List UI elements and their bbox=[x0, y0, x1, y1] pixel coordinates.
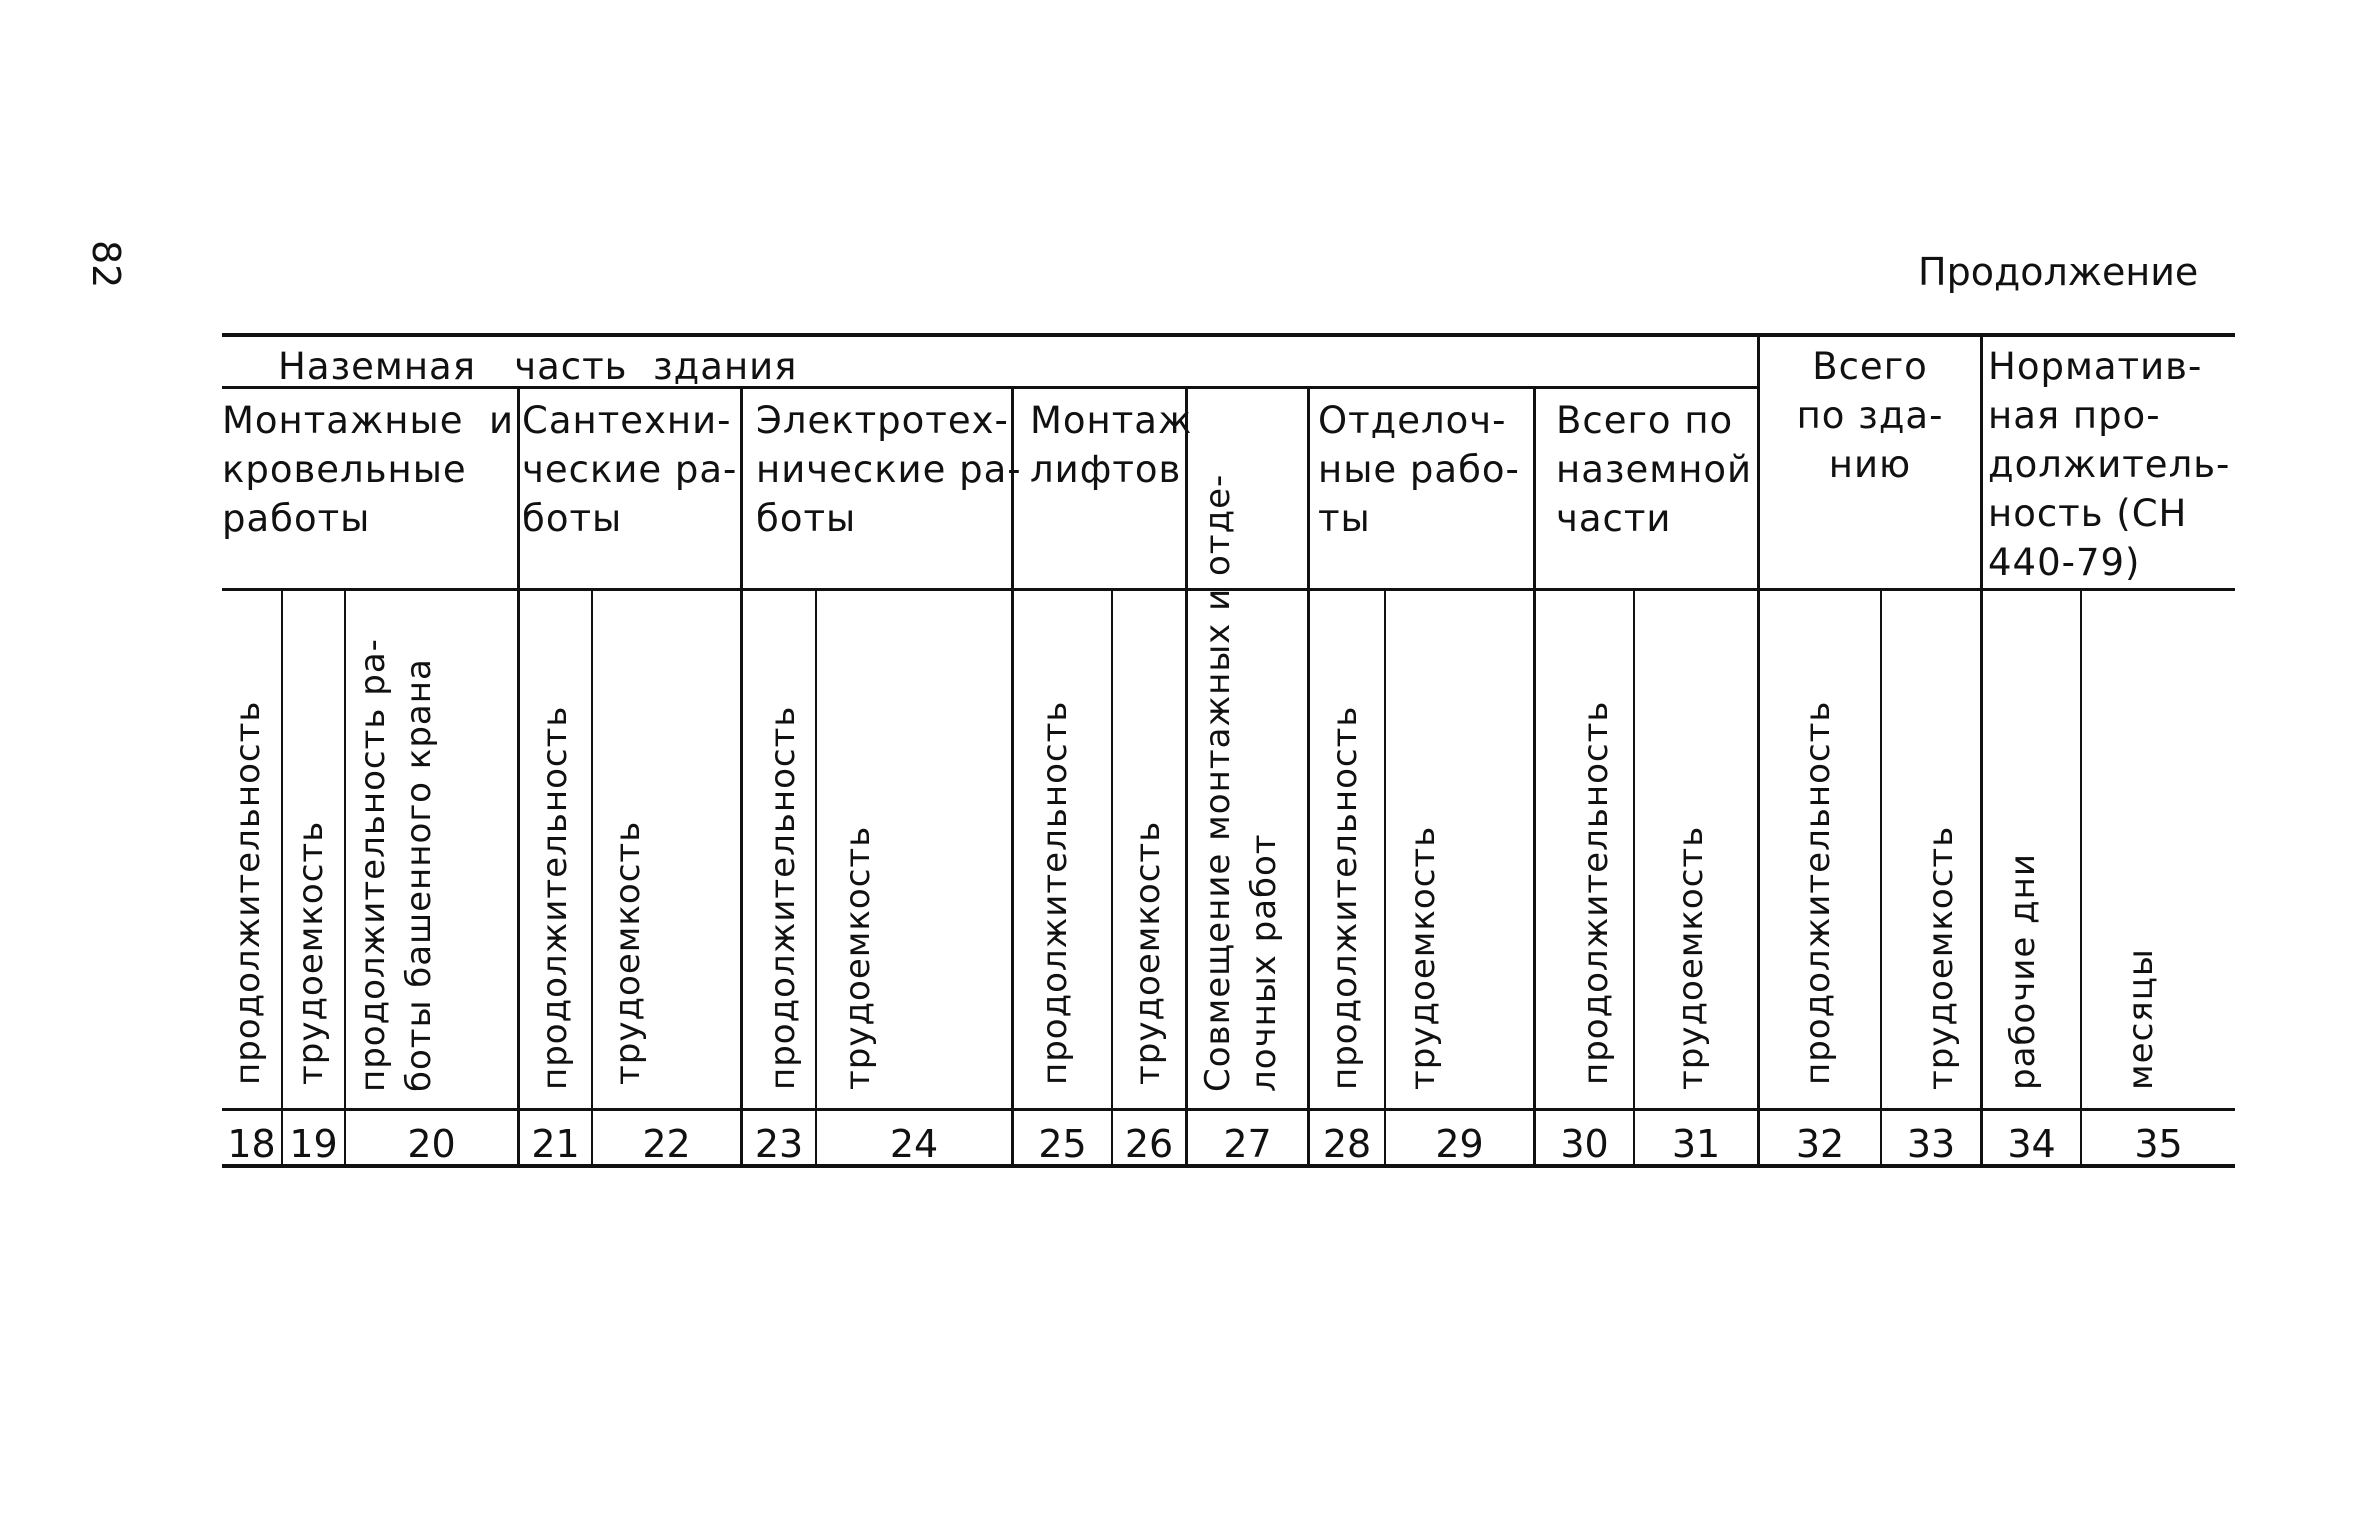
column-number: 25 bbox=[1038, 1122, 1087, 1166]
group-elevators bbox=[1030, 396, 1192, 494]
header-line: по зда- bbox=[1796, 394, 1944, 437]
header-line: Норматив- bbox=[1988, 345, 2203, 388]
subheader-labor: трудоемкость bbox=[1403, 825, 1443, 1090]
subheader-duration: продолжительность bbox=[763, 705, 803, 1090]
header-line: Монтажные и bbox=[222, 399, 515, 442]
header-line: боты bbox=[522, 497, 623, 540]
column-number: 21 bbox=[531, 1122, 580, 1166]
header-line: Отделоч- bbox=[1318, 399, 1507, 442]
subheader-duration: продолжительность bbox=[535, 705, 575, 1090]
header-line: ты bbox=[1318, 497, 1371, 540]
column-number: 28 bbox=[1322, 1122, 1372, 1166]
vline bbox=[517, 386, 520, 1164]
subheader-duration: продолжительность bbox=[1798, 700, 1838, 1085]
vline bbox=[1307, 386, 1310, 1164]
header-line: наземной bbox=[1556, 448, 1753, 491]
column-number: 31 bbox=[1671, 1122, 1721, 1166]
subheader-duration: продолжительность bbox=[1576, 700, 1616, 1085]
column-number: 24 bbox=[889, 1122, 939, 1166]
header-line: Совмещение монтажных и отде- bbox=[1198, 473, 1238, 1092]
vline bbox=[1384, 588, 1386, 1164]
header-line: Сантехни- bbox=[522, 399, 732, 442]
column-number: 32 bbox=[1795, 1122, 1845, 1166]
subheader-labor: трудоемкость bbox=[1128, 820, 1168, 1085]
vline bbox=[1757, 333, 1760, 1164]
column-number: 22 bbox=[642, 1122, 691, 1166]
header-line: нические ра- bbox=[756, 448, 1022, 491]
header-line: кровельные bbox=[222, 448, 467, 491]
header-line: продолжительность ра- bbox=[353, 638, 393, 1092]
vline bbox=[740, 386, 743, 1164]
column-number: 26 bbox=[1124, 1122, 1174, 1166]
header-line: Всего bbox=[1812, 345, 1928, 388]
column-number: 30 bbox=[1560, 1122, 1609, 1166]
vline bbox=[281, 588, 283, 1164]
page-number: 82 bbox=[84, 240, 128, 289]
column-number: 23 bbox=[754, 1122, 804, 1166]
vline bbox=[1980, 333, 1983, 1164]
vline bbox=[815, 588, 817, 1164]
group-electrical bbox=[756, 396, 1022, 543]
vline bbox=[2080, 588, 2082, 1164]
header-line: ная про- bbox=[1988, 394, 2161, 437]
header-line: Электротех- bbox=[756, 399, 1009, 442]
header-line: боты башенного крана bbox=[399, 658, 439, 1092]
header-line: Монтаж bbox=[1030, 399, 1193, 442]
combined-works-header bbox=[1195, 392, 1287, 1092]
column-number: 29 bbox=[1435, 1122, 1484, 1166]
header-line: лочных работ bbox=[1244, 833, 1284, 1092]
header-line: Всего по bbox=[1556, 399, 1734, 442]
subheader-duration: продолжительность bbox=[1325, 705, 1365, 1090]
continuation-label: Продолжение bbox=[1918, 250, 2199, 294]
column-number: 20 bbox=[407, 1122, 456, 1166]
header-line: боты bbox=[756, 497, 857, 540]
rule-top bbox=[222, 333, 2235, 337]
vline bbox=[1185, 386, 1188, 1164]
column-number: 27 bbox=[1223, 1122, 1272, 1166]
vline bbox=[1880, 588, 1882, 1164]
header-line: ность (СН bbox=[1988, 492, 2188, 535]
header-total-building bbox=[1770, 342, 1970, 489]
group-finishing bbox=[1318, 396, 1520, 543]
rule-subheader-bottom bbox=[222, 1108, 2235, 1111]
subheader-labor: трудоемкость bbox=[1921, 825, 1961, 1090]
vline bbox=[591, 588, 593, 1164]
subheader-months: месяцы bbox=[2121, 948, 2161, 1090]
header-line: части bbox=[1556, 497, 1672, 540]
subheader-duration: продолжительность bbox=[1035, 700, 1075, 1085]
column-number: 34 bbox=[2007, 1122, 2056, 1166]
header-line: ческие ра- bbox=[522, 448, 738, 491]
header-line: нию bbox=[1828, 443, 1912, 486]
column-number: 18 bbox=[227, 1122, 276, 1166]
vline bbox=[1111, 588, 1113, 1164]
subheader-crane-duration bbox=[350, 572, 442, 1092]
header-line: ные рабо- bbox=[1318, 448, 1520, 491]
subheader-labor: трудоемкость bbox=[838, 825, 878, 1090]
header-line: лифтов bbox=[1030, 448, 1182, 491]
vline bbox=[344, 588, 346, 1164]
subheader-labor: трудоемкость bbox=[291, 820, 331, 1085]
column-number: 33 bbox=[1906, 1122, 1956, 1166]
header-line: должитель- bbox=[1988, 443, 2231, 486]
group-plumbing bbox=[522, 396, 737, 543]
column-number: 19 bbox=[289, 1122, 338, 1166]
header-line: 440-79) bbox=[1988, 541, 2141, 584]
subheader-labor: трудоемкость bbox=[1671, 825, 1711, 1090]
vline bbox=[1633, 588, 1635, 1164]
group-installation-roofing bbox=[222, 396, 514, 543]
column-number: 35 bbox=[2134, 1122, 2183, 1166]
header-above-ground: Наземная часть здания bbox=[278, 345, 798, 388]
subheader-working-days: рабочие дни bbox=[2003, 853, 2043, 1090]
subheader-duration: продолжительность bbox=[228, 700, 268, 1085]
vline bbox=[1533, 386, 1536, 1164]
header-line: работы bbox=[222, 497, 371, 540]
group-total-above-ground bbox=[1556, 396, 1752, 543]
subheader-labor: трудоемкость bbox=[608, 820, 648, 1085]
header-normative-duration bbox=[1988, 342, 2230, 587]
